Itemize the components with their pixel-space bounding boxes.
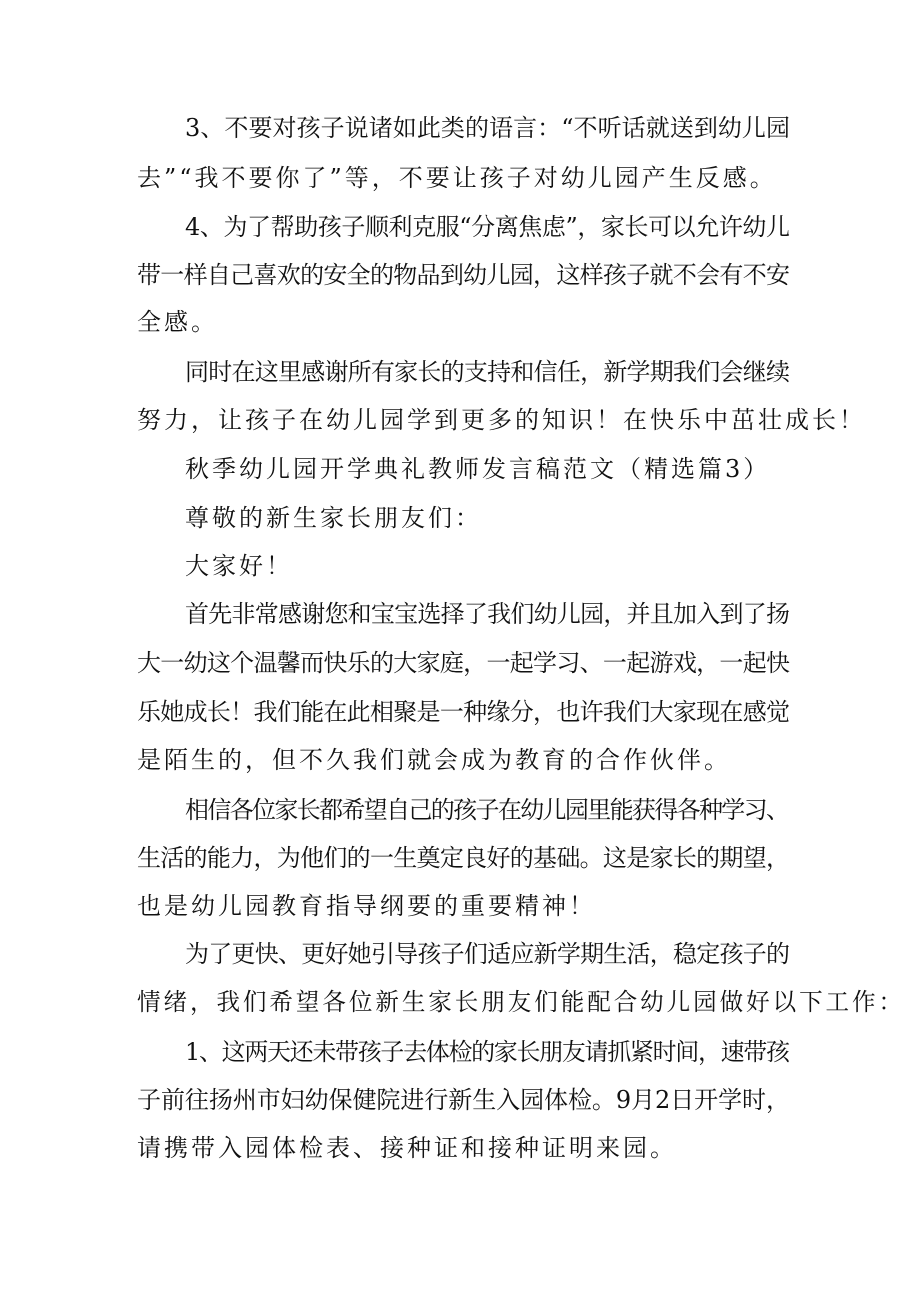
text-line: 情绪，我们希望各位新生家长朋友们能配合幼儿园做好以下工作： (137, 988, 905, 1016)
paragraph-6-line-1 (0, 932, 920, 976)
paragraph-5-line-3 (0, 884, 920, 928)
text-line: 子前往扬州市妇幼保健院进行新生入园体检。9月2日开学时， (137, 1086, 790, 1114)
paragraph-2-line-3 (0, 300, 920, 344)
text-line: 大一幼这个温馨而快乐的大家庭，一起学习、一起游戏，一起快 (137, 649, 790, 677)
text-line: 4、为了帮助孩子顺利克服“分离焦虑”，家长可以允许幼儿 (185, 213, 790, 241)
paragraph-7-line-1 (0, 1030, 920, 1074)
text-line: 全感。 (137, 308, 218, 336)
paragraph-7-line-3 (0, 1126, 920, 1170)
paragraph-3-line-2 (0, 398, 920, 442)
text-line: 1、这两天还未带孩子去体检的家长朋友请抓紧时间，速带孩 (185, 1038, 789, 1066)
paragraph-2-line-1 (0, 205, 920, 249)
text-line: 3、不要对孩子说诸如此类的语言：“不听话就送到幼儿园 (185, 114, 791, 142)
text-line: 是陌生的，但不久我们就会成为教育的合作伙伴。 (137, 746, 731, 774)
paragraph-4-line-3 (0, 690, 920, 734)
paragraph-3-line-1 (0, 350, 920, 394)
text-line: 同时在这里感谢所有家长的支持和信任，新学期我们会继续 (185, 358, 790, 386)
paragraph-4-line-1 (0, 592, 920, 636)
paragraph-5-line-2 (0, 836, 920, 880)
paragraph-4-line-4 (0, 738, 920, 782)
greeting-line (0, 496, 920, 540)
text-line: 请携带入园体检表、接种证和接种证明来园。 (137, 1134, 677, 1162)
paragraph-1-line-2 (0, 156, 920, 200)
paragraph-4-line-2 (0, 641, 920, 685)
text-line: 努力，让孩子在幼儿园学到更多的知识！在快乐中茁壮成长！ (137, 406, 866, 434)
title-text: 秋季幼儿园开学典礼教师发言稿范文（精选篇3） (185, 455, 771, 483)
text-line: 乐她成长！我们能在此相聚是一种缘分，也许我们大家现在感觉 (137, 698, 790, 726)
text-line: 相信各位家长都希望自己的孩子在幼儿园里能获得各种学习、 (185, 796, 789, 824)
section-title (0, 447, 920, 491)
text-line: 大家好！ (185, 552, 293, 580)
paragraph-2-line-2 (0, 253, 920, 297)
paragraph-6-line-2 (0, 980, 920, 1024)
text-line: 首先非常感谢您和宝宝选择了我们幼儿园，并且加入到了扬 (185, 600, 790, 628)
text-line: 为了更快、更好她引导孩子们适应新学期生活，稳定孩子的 (185, 940, 790, 968)
paragraph-5-line-1 (0, 788, 920, 832)
paragraph-7-line-2 (0, 1078, 920, 1122)
paragraph-1-line-1 (0, 106, 920, 150)
text-line: 去”“我不要你了”等，不要让孩子对幼儿园产生反感。 (137, 164, 777, 192)
text-line: 尊敬的新生家长朋友们： (185, 504, 482, 532)
text-line: 也是幼儿园教育指导纲要的重要精神！ (137, 892, 596, 920)
text-line: 带一样自己喜欢的安全的物品到幼儿园，这样孩子就不会有不安 (137, 261, 790, 289)
text-line: 生活的能力，为他们的一生奠定良好的基础。这是家长的期望， (137, 844, 790, 872)
hello-line (0, 544, 920, 588)
